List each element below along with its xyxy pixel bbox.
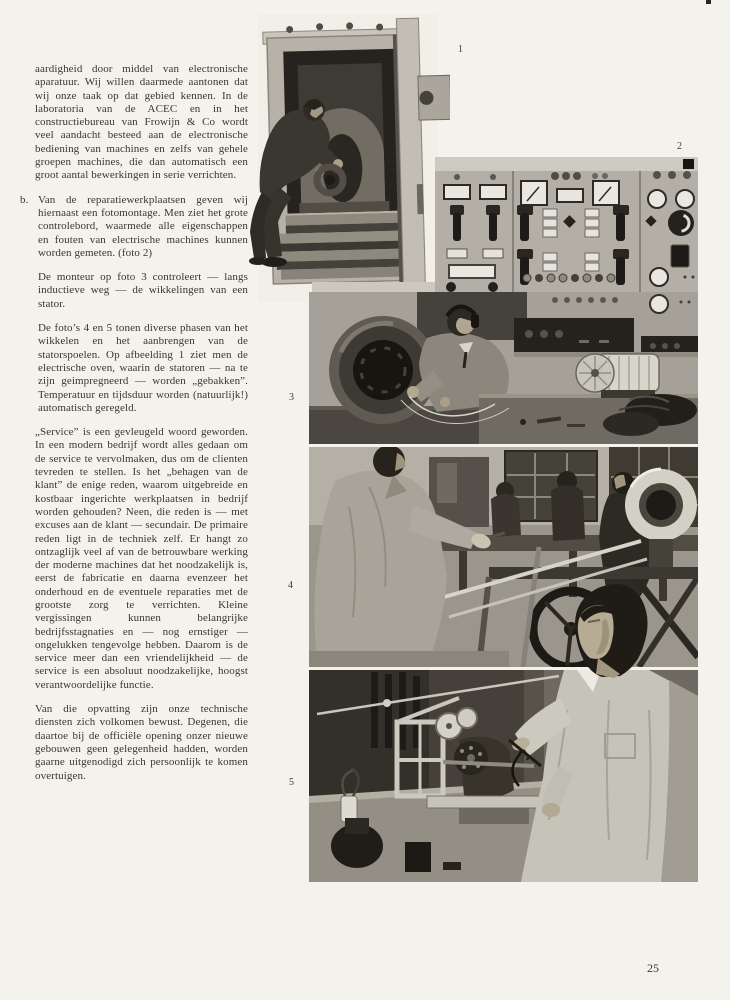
photo-1-oven: [248, 6, 450, 304]
figure-label-5: 5: [289, 777, 294, 788]
photo-3-stator-test: [309, 292, 698, 444]
control-board-illustration: [435, 157, 698, 293]
paragraph: De foto’s 4 en 5 tonen diverse phasen van het wikkelen en het aanbrengen van de statorspoelen. Op afbeelding 1 ziet men de electrische oven, waarin de statoren — na te zijn geimpregneerd — worden „gebakken”. Temperatuur en tijdsduur worden (natuurlijk!) automatisch geregeld.: [38, 322, 248, 414]
figure-label-1: 1: [458, 44, 463, 55]
page-number: 25: [647, 961, 659, 975]
oven-photo-illustration: [248, 6, 450, 304]
list-marker-b: b.: [20, 193, 29, 206]
worker-head-illustration: [562, 578, 652, 678]
paragraph: De monteur op foto 3 controleert — langs inductieve weg — de wikkelingen van een stator.: [38, 271, 248, 310]
paragraph-b: b. Van de reparatiewerkplaatsen geven wij hiernaast een fotomontage. Men ziet het grote controlebord, waarmede alle eigenschappen en fouten van electrische machines kunnen worden gemeten. (foto 2): [20, 193, 248, 259]
photo-2-control-board: [435, 157, 698, 293]
scan-edge-mark: [706, 0, 711, 4]
photo-5-winding-machine: [309, 670, 698, 882]
winding-machine-illustration: [309, 670, 698, 882]
paragraph: Van die opvatting zijn onze technische diensten zich volkomen bewust. Degenen, die daartoe bij de officiële opening onzer nieuwe gebouwen geen gelegenheid hadden, worden gaarne uitgenodigd zich persoonlijk te komen overtuigen.: [35, 703, 248, 782]
paragraph: aardigheid door middel van electronische aparatuur. Wij willen daarmede aantonen dat wij onze taak op dat gebied kennen. In de laboratoria van de ACEC en in het constructiebureau van Frowijn & Co wordt veel aandacht besteed aan de electronische bediening van machines en zelfs van gehele groepen machines, die dan automatisch een groot aantal bewerkingen in serie verrichten.: [35, 63, 248, 182]
article-text-column: [20, 63, 248, 794]
figure-label-2: 2: [677, 141, 682, 152]
stator-test-illustration: [309, 292, 698, 444]
figure-label-3: 3: [289, 392, 294, 403]
figure-label-4: 4: [288, 580, 293, 591]
photo-5-worker-head: [562, 578, 652, 678]
paragraph: „Service” is een gevleugeld woord geworden. In een modern bedrijf wordt alles gedaan om de service te vervolmaken, dus om de clienten tevreden te stellen. Is het „behagen van de klant” de enige reden, waarom uitgebreide en kostbaar ingerichte werkplaatsen in bedrijf worden gehouden? Neen, die reden is — met excuses aan de klant — secundair. De primaire reden ligt in de techniek zelf. Er hangt zo ontzaglijk veel af van de betrouwbare werking der moderne machines dat het noodzakelijk is, eerst de fabricatie en daarna evenzeer het onderhoud en de eventuele reparaties met de grootste zorg te verrichten. Kleine vergissingen kunnen belangrijke bedrijfsstagnaties en — nog ernstiger — ongelukken tengevolge hebben. Daarom is de service meer dan een vriendelijkheid — de service is een absoluut noodzakelijke, hoogst verantwoordelijke functie.: [35, 426, 248, 691]
